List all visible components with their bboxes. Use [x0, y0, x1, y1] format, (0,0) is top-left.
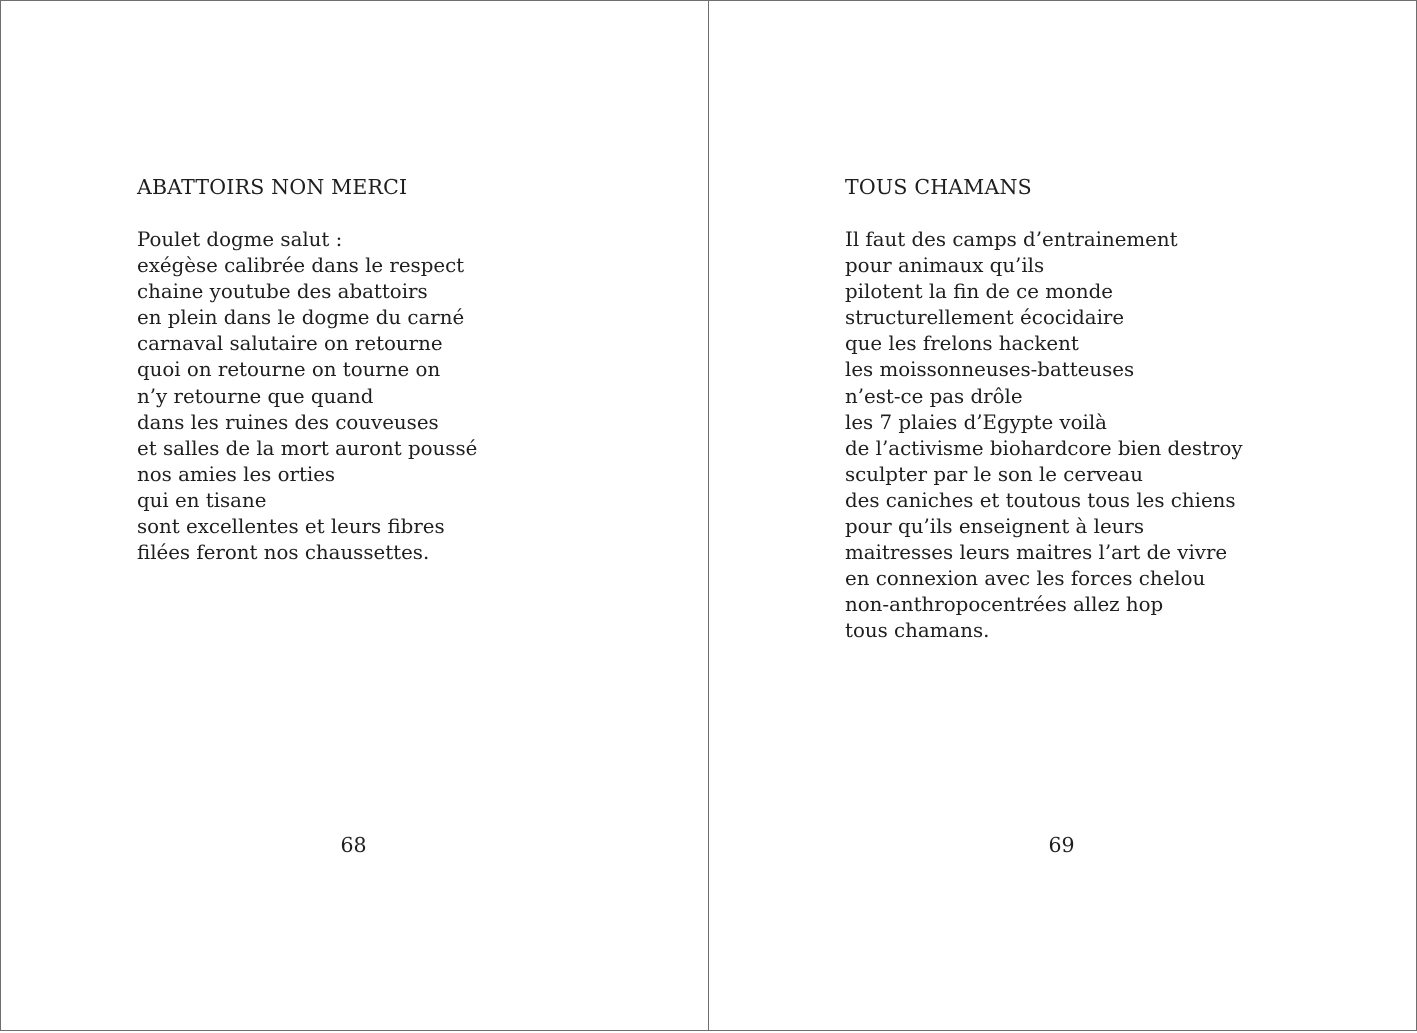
- poem-line: chaine youtube des abattoirs: [137, 280, 428, 304]
- poem-body: [845, 227, 1243, 645]
- right-page: [709, 0, 1417, 1031]
- poem-line: nos amies les orties: [137, 462, 336, 486]
- poem-line: non-anthropocentrées allez hop: [845, 593, 1164, 617]
- poem-line: filées feront nos chaussettes.: [137, 541, 430, 565]
- poem-line: pilotent la fin de ce monde: [845, 280, 1113, 304]
- poem-line: et salles de la mort auront poussé: [137, 436, 478, 460]
- poem-line: quoi on retourne on tourne on: [137, 358, 441, 382]
- left-page: [0, 0, 709, 1031]
- poem-line: en plein dans le dogme du carné: [137, 306, 465, 330]
- poem-line: carnaval salutaire on retourne: [137, 332, 443, 356]
- poem-line: de l’activisme biohardcore bien destroy: [845, 436, 1243, 460]
- page-number: 68: [340, 833, 367, 857]
- poem-line: maitresses leurs maitres l’art de vivre: [845, 541, 1228, 565]
- poem-line: des caniches et toutous tous les chiens: [845, 488, 1236, 512]
- poem-line: pour animaux qu’ils: [845, 254, 1045, 278]
- poem-line: pour qu’ils enseignent à leurs: [845, 515, 1145, 539]
- poem-line: que les frelons hackent: [845, 332, 1079, 356]
- poem-line: qui en tisane: [137, 488, 267, 512]
- poem-line: exégèse calibrée dans le respect: [137, 254, 465, 278]
- poem-body: [137, 227, 477, 566]
- poem-line: n’est-ce pas drôle: [845, 384, 1023, 408]
- poem-line: tous chamans.: [845, 619, 990, 643]
- poem-title: TOUS CHAMANS: [845, 175, 1032, 199]
- poem-line: les 7 plaies d’Egypte voilà: [845, 410, 1107, 434]
- page-number: 69: [1048, 833, 1075, 857]
- poem-line: Il faut des camps d’entrainement: [845, 228, 1178, 251]
- poem-line: Poulet dogme salut :: [137, 228, 343, 251]
- poem-line: sculpter par le son le cerveau: [845, 462, 1143, 486]
- poem-line: structurellement écocidaire: [845, 306, 1125, 330]
- poem-line: sont excellentes et leurs fibres: [137, 515, 445, 539]
- poem-line: dans les ruines des couveuses: [137, 410, 439, 434]
- poem-line: les moissonneuses-batteuses: [845, 358, 1135, 382]
- poem-line: n’y retourne que quand: [137, 384, 374, 408]
- poem-line: en connexion avec les forces chelou: [845, 567, 1206, 591]
- poem-title: ABATTOIRS NON MERCI: [137, 175, 408, 199]
